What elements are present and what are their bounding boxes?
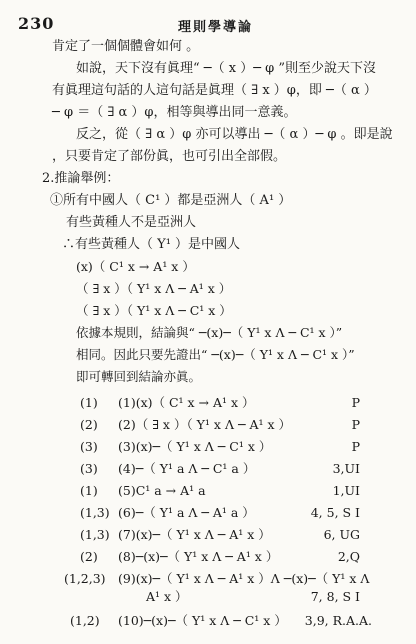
- premise-line: ①所有中國人（ C¹ ）都是亞洲人（ A¹ ）: [50, 193, 292, 208]
- derivation-step: (1)(x)（ C¹ x → A¹ x ）: [118, 395, 255, 410]
- derivation-step: (2)（ ∃ x ）（ Y¹ x Λ ─ A¹ x ）: [118, 417, 291, 432]
- text-line: 即可轉回到結論亦眞。: [76, 369, 202, 384]
- text-line: 肯定了一個個體會如何 。: [52, 39, 200, 54]
- derivation-step: (9)(x)─（ Y¹ x Λ ─ A¹ x ）Λ ─(x)─（ Y¹ x Λ: [118, 571, 370, 586]
- formula-line: （ ∃ x ）（ Y¹ x Λ ─ A¹ x ）: [76, 281, 232, 296]
- derivation-ref: (3): [80, 439, 98, 454]
- derivation-step: (6)─（ Y¹ a Λ ─ A¹ a ）: [118, 505, 255, 520]
- text-line: 相同。因此只要先證出“ ─(x)─（ Y¹ x Λ ─ C¹ x ）”: [76, 347, 355, 362]
- derivation-step: (8)─(x)─（ Y¹ x Λ ─ A¹ x ）: [118, 549, 279, 564]
- derivation-step: (3)(x)─（ Y¹ x Λ ─ C¹ x ）: [118, 439, 272, 454]
- text-line: 反之，從（ ∃ α ）φ 亦可以導出 ─（ α ）─ φ 。即是說: [76, 127, 393, 142]
- derivation-ref: (2): [80, 417, 98, 432]
- derivation-step: (4)─（ Y¹ a Λ ─ C¹ a ）: [118, 461, 256, 476]
- derivation-step: (5)C¹ a → A¹ a: [118, 483, 206, 498]
- text-line: 如說，天下沒有眞理“ ─（ x ）─ φ ”則至少說天下沒: [76, 61, 377, 76]
- text-line: 有眞理這句話的人這句話是眞理（ ∃ x ）φ，即 ─（ α ）: [52, 83, 377, 98]
- derivation-justification: P: [351, 439, 360, 454]
- derivation-justification: 4, 5, S I: [310, 505, 360, 520]
- conclusion-line: ∴有些黃種人（ Y¹ ）是中國人: [62, 237, 241, 252]
- derivation-ref: (1,2,3): [64, 571, 106, 586]
- text-line: ─ φ ＝（ ∃ α ）φ，相等與導出同一意義。: [52, 105, 297, 120]
- derivation-ref: (3): [80, 461, 98, 476]
- derivation-justification: 7, 8, S I: [310, 589, 360, 604]
- derivation-justification: 3,9, R.A.A.: [304, 613, 372, 628]
- derivation-ref: (1,3): [80, 527, 110, 542]
- text-line: ，只要肯定了部份眞，也可引出全部假。: [52, 149, 287, 164]
- derivation-step: (10)─(x)─（ Y¹ x Λ ─ C¹ x ）: [118, 613, 287, 628]
- derivation-ref: (1): [80, 483, 98, 498]
- derivation-ref: (1,2): [70, 613, 100, 628]
- formula-line: (x)（ C¹ x → A¹ x ）: [76, 259, 195, 274]
- page-number: 230: [18, 14, 55, 33]
- derivation-ref: (2): [80, 549, 98, 564]
- derivation-ref: (1,3): [80, 505, 110, 520]
- derivation-justification: P: [351, 417, 360, 432]
- premise-line: 有些黃種人不是亞洲人: [66, 215, 197, 230]
- derivation-justification: 1,UI: [332, 483, 360, 498]
- text-line: 依據本規則，結論與“ ─(x)─（ Y¹ x Λ ─ C¹ x ）”: [76, 325, 343, 340]
- derivation-ref: (1): [80, 395, 98, 410]
- formula-line: （ ∃ x ）（ Y¹ x Λ ─ C¹ x ）: [76, 303, 232, 318]
- running-title: 理則學導論: [178, 20, 254, 35]
- section-heading: 2.推論舉例：: [42, 171, 120, 186]
- derivation-justification: 2,Q: [337, 549, 360, 564]
- derivation-justification: 6, UG: [323, 527, 360, 542]
- derivation-step: (7)(x)─（ Y¹ x Λ ─ A¹ x ）: [118, 527, 271, 542]
- derivation-step: A¹ x ）: [146, 589, 188, 604]
- derivation-justification: 3,UI: [332, 461, 360, 476]
- derivation-justification: P: [351, 395, 360, 410]
